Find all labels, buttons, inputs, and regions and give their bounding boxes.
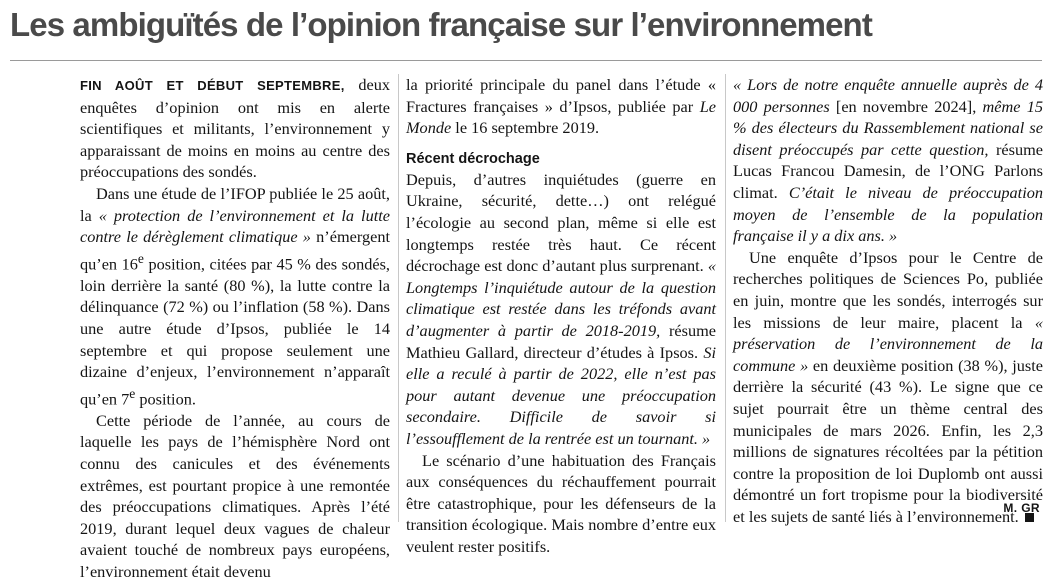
quote: « protection de l’environnement et la lutte contre le dérèglement climatique » bbox=[80, 205, 390, 247]
quote: Si elle a reculé à partir de 2022, elle n’est pas pour autant devenue une préoccupation secondaire. Difficile de savoir si l’essoufflement de la rentrée est un tournant. » bbox=[406, 342, 716, 448]
text: résume Mathieu Gallard, directeur d’études à Ipsos. bbox=[406, 320, 716, 362]
publication-name: Le Monde bbox=[406, 96, 716, 138]
lead-in: FIN AOÛT ET DÉBUT SEPTEMBRE, bbox=[80, 78, 345, 93]
subheading: Récent décrochage bbox=[406, 150, 540, 167]
text: n’émergent qu’en 16 bbox=[80, 227, 390, 274]
text: la priorité principale du panel dans l’étude « Fractures françaises » d’Ipsos, publiée par bbox=[406, 75, 716, 116]
headline: Les ambiguïtés de l’opinion française sur l’environnement bbox=[10, 6, 872, 43]
paragraph bbox=[406, 450, 716, 558]
paragraph bbox=[80, 74, 390, 183]
column-1 bbox=[80, 74, 390, 583]
text: Une enquête d’Ipsos pour le Centre de recherches politiques de Sciences Po, publiée en juin, montre que les sondés, interrogés sur les missions de leur maire, placent la bbox=[733, 247, 1043, 332]
text: Le scénario d’une habituation des Français aux conséquences du réchauffement pourrait être catastrophique, pour les défenseurs de la transition écologique. Mais nombre d’entre eux veulent rester positifs. bbox=[406, 450, 716, 556]
quote: même 15 % des électeurs du Rassemblement national se disent préoccupés par cette question, bbox=[733, 96, 1043, 159]
quote: « préservation de l’environnement de la commune » bbox=[733, 312, 1043, 375]
text: résume Lucas Francou Damesin, de l’ONG Parlons climat. bbox=[733, 139, 1043, 202]
quote: « Longtemps l’inquiétude autour de la question climatique est restée dans les tréfonds avant d’augmenter à partir de 2018-2019, bbox=[406, 256, 716, 340]
paragraph bbox=[406, 169, 716, 450]
author-byline: M. GR bbox=[1003, 501, 1040, 515]
text: position, citées par 45 % des sondés, loin derrière la santé (80 %), la lutte contre la délinquance (72 %) ou l’inflation (58 %). Dans une autre étude d’Ipsos, publiée le 14 septembre et qui propose seulement une dizaine d’enjeux, l’environnement n’apparaît qu’en 7 bbox=[80, 254, 390, 409]
text: le 16 septembre 2019. bbox=[451, 118, 600, 138]
column-divider bbox=[725, 74, 726, 522]
column-divider bbox=[398, 74, 399, 522]
paragraph bbox=[733, 247, 1043, 528]
text: position. bbox=[135, 389, 196, 409]
column-3 bbox=[733, 74, 1043, 527]
quote: « Lors de notre enquête annuelle auprès de 4 000 personnes bbox=[733, 75, 1043, 116]
text: [en novembre 2024], bbox=[829, 96, 983, 116]
text: Cette période de l’année, au cours de laquelle les pays de l’hémisphère Nord ont connu des canicules et des événements extrêmes, est pourtant propice à une remontée des préoccupations climatiques. Après l’été 2019, durant lequel deux vagues de chaleur avaient touché de nombreux pays européens, l’environnement était devenu bbox=[80, 410, 390, 581]
superscript: e bbox=[137, 250, 144, 266]
text: Dans une étude de l’IFOP publiée le 25 août, la bbox=[80, 183, 390, 225]
quote: C’était le niveau de préoccupation moyen de l’ensemble de la population française il y a dix ans. » bbox=[733, 182, 1044, 246]
paragraph bbox=[406, 74, 716, 139]
text: deux enquêtes d’opinion ont mis en alerte scientifiques et militants, l’environnement y apparaissant de moins en moins au centre des préoccupations des sondés. bbox=[80, 75, 390, 182]
headline-rule bbox=[10, 60, 1042, 61]
column-2 bbox=[406, 74, 716, 557]
paragraph bbox=[80, 410, 390, 583]
superscript: e bbox=[129, 385, 136, 401]
paragraph bbox=[80, 183, 390, 410]
text: Depuis, d’autres inquiétudes (guerre en Ukraine, sécurité, dette…) ont relégué l’écologie au second plan, même si elle est longtemps restée très haut. Ce récent décrochage est donc d’autant plus surprenant. bbox=[406, 169, 716, 276]
paragraph bbox=[733, 74, 1043, 247]
text: en deuxième position (38 %), juste derrière la sécurité (43 %). Le signe que ce sujet pourrait être un thème central des municipales de mars 2026. Enfin, les 2,3 millions de signatures récoltées par la pétition contre la proposition de loi Duplomb ont aussi démontré un fort tropisme pour la biodiversité et les sujets de santé liés à l’environnement. bbox=[733, 355, 1043, 526]
